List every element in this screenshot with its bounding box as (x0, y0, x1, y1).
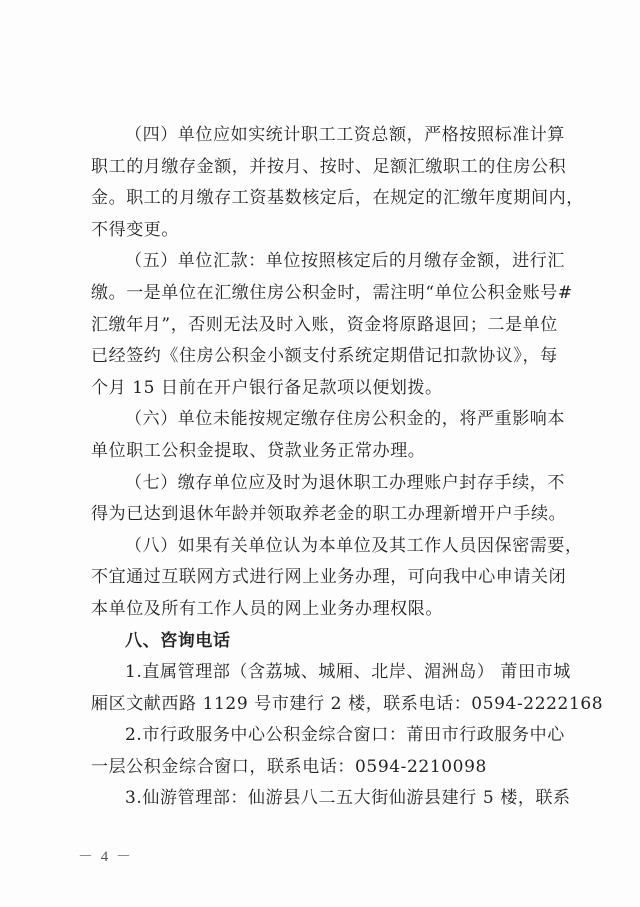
text-line: 3.仙游管理部：仙游县八二五大街仙游县建行 5 楼，联系 (125, 788, 571, 809)
paragraph-item-6 (91, 404, 565, 467)
text-line: （八）如果有关单位认为本单位及其工作人员因保密需要， (125, 535, 583, 556)
text-line: 汇缴年月”，否则无法及时入账，资金将原路退回；二是单位 (91, 314, 558, 335)
text-line: （六）单位未能按规定缴存住房公积金的，将严重影响本 (125, 409, 565, 430)
text-line: 一层公积金综合窗口，联系电话：0594-2210098 (91, 756, 487, 777)
text-line: 得为已达到退休年龄并领取养老金的职工办理新增开户手续。 (91, 504, 567, 525)
text-line: 单位职工公积金提取、贷款业务正常办理。 (91, 440, 426, 461)
page-number: － 4 － (78, 849, 134, 865)
text-line: 金。职工的月缴存工资基数核定后，在规定的汇缴年度期间内， (91, 188, 584, 209)
contact-item-3 (91, 783, 571, 815)
text-line: 已经签约《住房公积金小额支付系统定期借记扣款协议》，每 (91, 346, 558, 367)
text-line: 个月 15 日前在开户银行备足款项以便划拨。 (91, 377, 443, 398)
text-line: 2.市行政服务中心公积金综合窗口：莆田市行政服务中心 (125, 725, 565, 746)
paragraph-item-8 (91, 531, 583, 626)
paragraph-item-5 (91, 246, 573, 404)
text-line: （七）缴存单位应及时为退休职工办理账户封存手续，不 (125, 472, 565, 493)
contact-item-1 (91, 657, 604, 720)
text-line: 职工的月缴存金额，并按月、按时、足额汇缴职工的住房公积 (91, 156, 567, 177)
text-line: （四）单位应如实统计职工工资总额，严格按照标准计算 (125, 125, 565, 145)
text-line: （五）单位汇款：单位按照核定后的月缴存金额，进行汇 (125, 251, 565, 272)
paragraph-item-7 (91, 468, 567, 531)
text-line: 不宜通过互联网方式进行网上业务办理，可向我中心申请关闭 (91, 567, 567, 588)
document-body (91, 120, 604, 815)
section-heading: 八、咨询电话 (125, 630, 231, 651)
paragraph-item-4 (91, 120, 584, 246)
text-line: 厢区文献西路 1129 号市建行 2 楼，联系电话：0594-2222168 (91, 693, 604, 714)
contact-item-2 (91, 720, 565, 783)
text-line: 本单位及所有工作人员的网上业务办理权限。 (91, 598, 443, 619)
text-line: 不得变更。 (91, 219, 179, 240)
text-line: 1.直属管理部（含荔城、城厢、北岸、湄洲岛） 莆田市城 (125, 662, 571, 683)
text-line: 缴。一是单位在汇缴住房公积金时，需注明“单位公积金账号# (91, 282, 573, 303)
